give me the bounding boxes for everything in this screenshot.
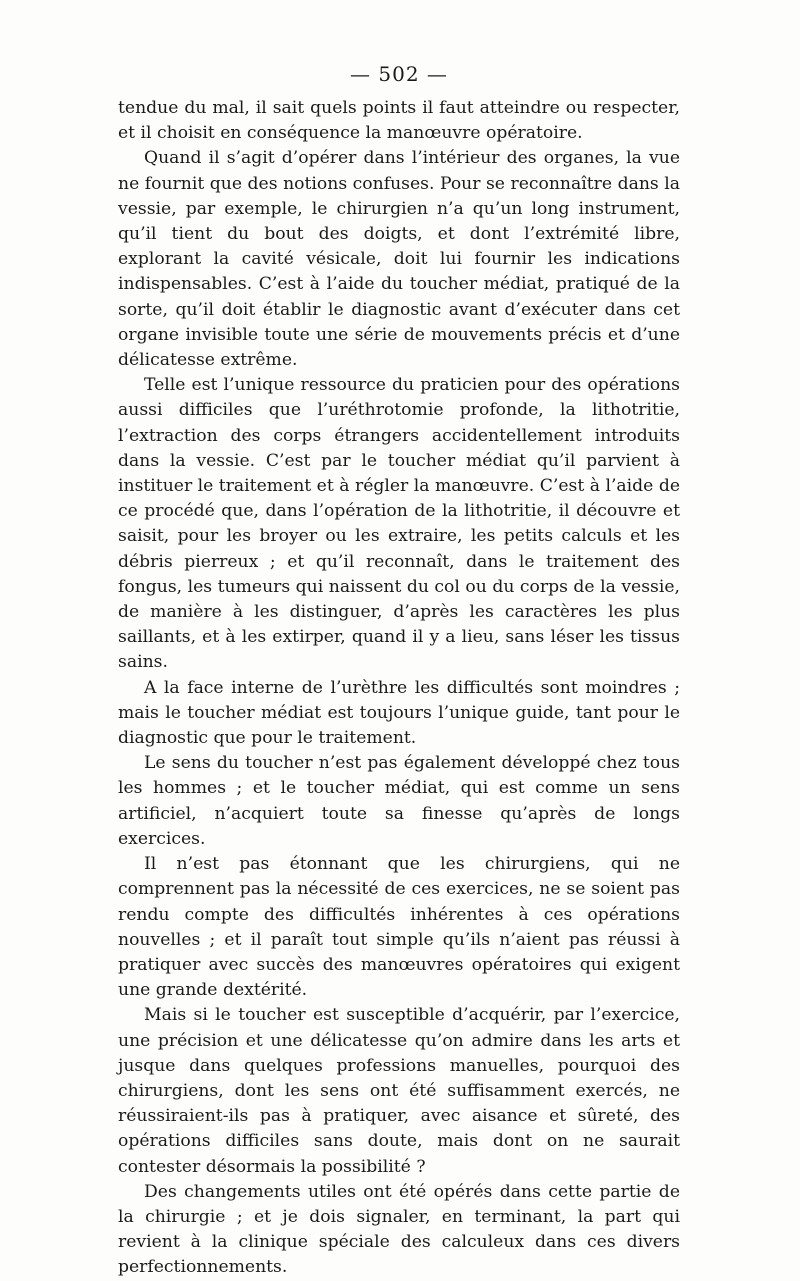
paragraph: Mais si le toucher est susceptible d’acquérir, par l’exercice, une précision et une délicatesse qu’on admire dans les arts et jusque dans quelques professions manuelles, pourquoi des chirurgiens, dont les sens ont été suffisamment exercés, ne réussiraient-ils pas à pratiquer, avec aisance et sûreté, des opérations difficiles sans doute, mais dont on ne saurait contester désormais la possibilité ? xyxy=(118,1005,680,1177)
page-number: — 502 — xyxy=(350,62,448,86)
paragraph: Il n’est pas étonnant que les chirurgiens, qui ne comprennent pas la nécessité de ces exercices, ne se soient pas rendu compte des difficultés inhérentes à ces opérations nouvelles ; et il paraît tout simple qu’ils n’aient pas réussi à pratiquer avec succès des manœuvres opératoires qui exigent une grande dextérité. xyxy=(118,854,680,1001)
paragraph: tendue du mal, il sait quels points il faut atteindre ou respecter, et il choisit en conséquence la manœuvre opératoire. xyxy=(118,98,680,144)
paragraph: Quand il s’agit d’opérer dans l’intérieur des organes, la vue ne fournit que des notions confuses. Pour se reconnaître dans la vessie, par exemple, le chirurgien n’a qu’un long instrument, qu’il tient du bout des doigts, et dont l’extrémité libre, explorant la cavité vésicale, doit lui fournir les indications indispensables. C’est à l’aide du toucher médiat, pratiqué de la sorte, qu’il doit établir le diagnostic avant d’exécuter dans cet organe invisible toute une série de mouvements précis et d’une délicatesse extrême. xyxy=(118,148,680,371)
book-page xyxy=(118,60,680,1281)
body-text xyxy=(118,96,680,1281)
paragraph: Le sens du toucher n’est pas également développé chez tous les hommes ; et le toucher médiat, qui est comme un sens artificiel, n’acquiert toute sa finesse qu’après de longs exercices. xyxy=(118,753,680,849)
paragraph: Telle est l’unique ressource du praticien pour des opérations aussi difficiles que l’uréthrotomie profonde, la lithotritie, l’extraction des corps étrangers accidentellement introduits dans la vessie. C’est par le toucher médiat qu’il parvient à instituer le traitement et à régler la manœuvre. C’est à l’aide de ce procédé que, dans l’opération de la lithotritie, il découvre et saisit, pour les broyer ou les extraire, les petits calculs et les débris pierreux ; et qu’il reconnaît, dans le traitement des fongus, les tumeurs qui naissent du col ou du corps de la vessie, de manière à les distinguer, d’après les caractères les plus saillants, et à les extirper, quand il y a lieu, sans léser les tissus sains. xyxy=(118,375,680,673)
paragraph: A la face interne de l’urèthre les difficultés sont moindres ; mais le toucher médiat est toujours l’unique guide, tant pour le diagnostic que pour le traitement. xyxy=(118,677,680,749)
paragraph: Des changements utiles ont été opérés dans cette partie de la chirurgie ; et je dois signaler, en terminant, la part qui revient à la clinique spéciale des calculeux dans ces divers perfectionnements. xyxy=(118,1181,680,1278)
